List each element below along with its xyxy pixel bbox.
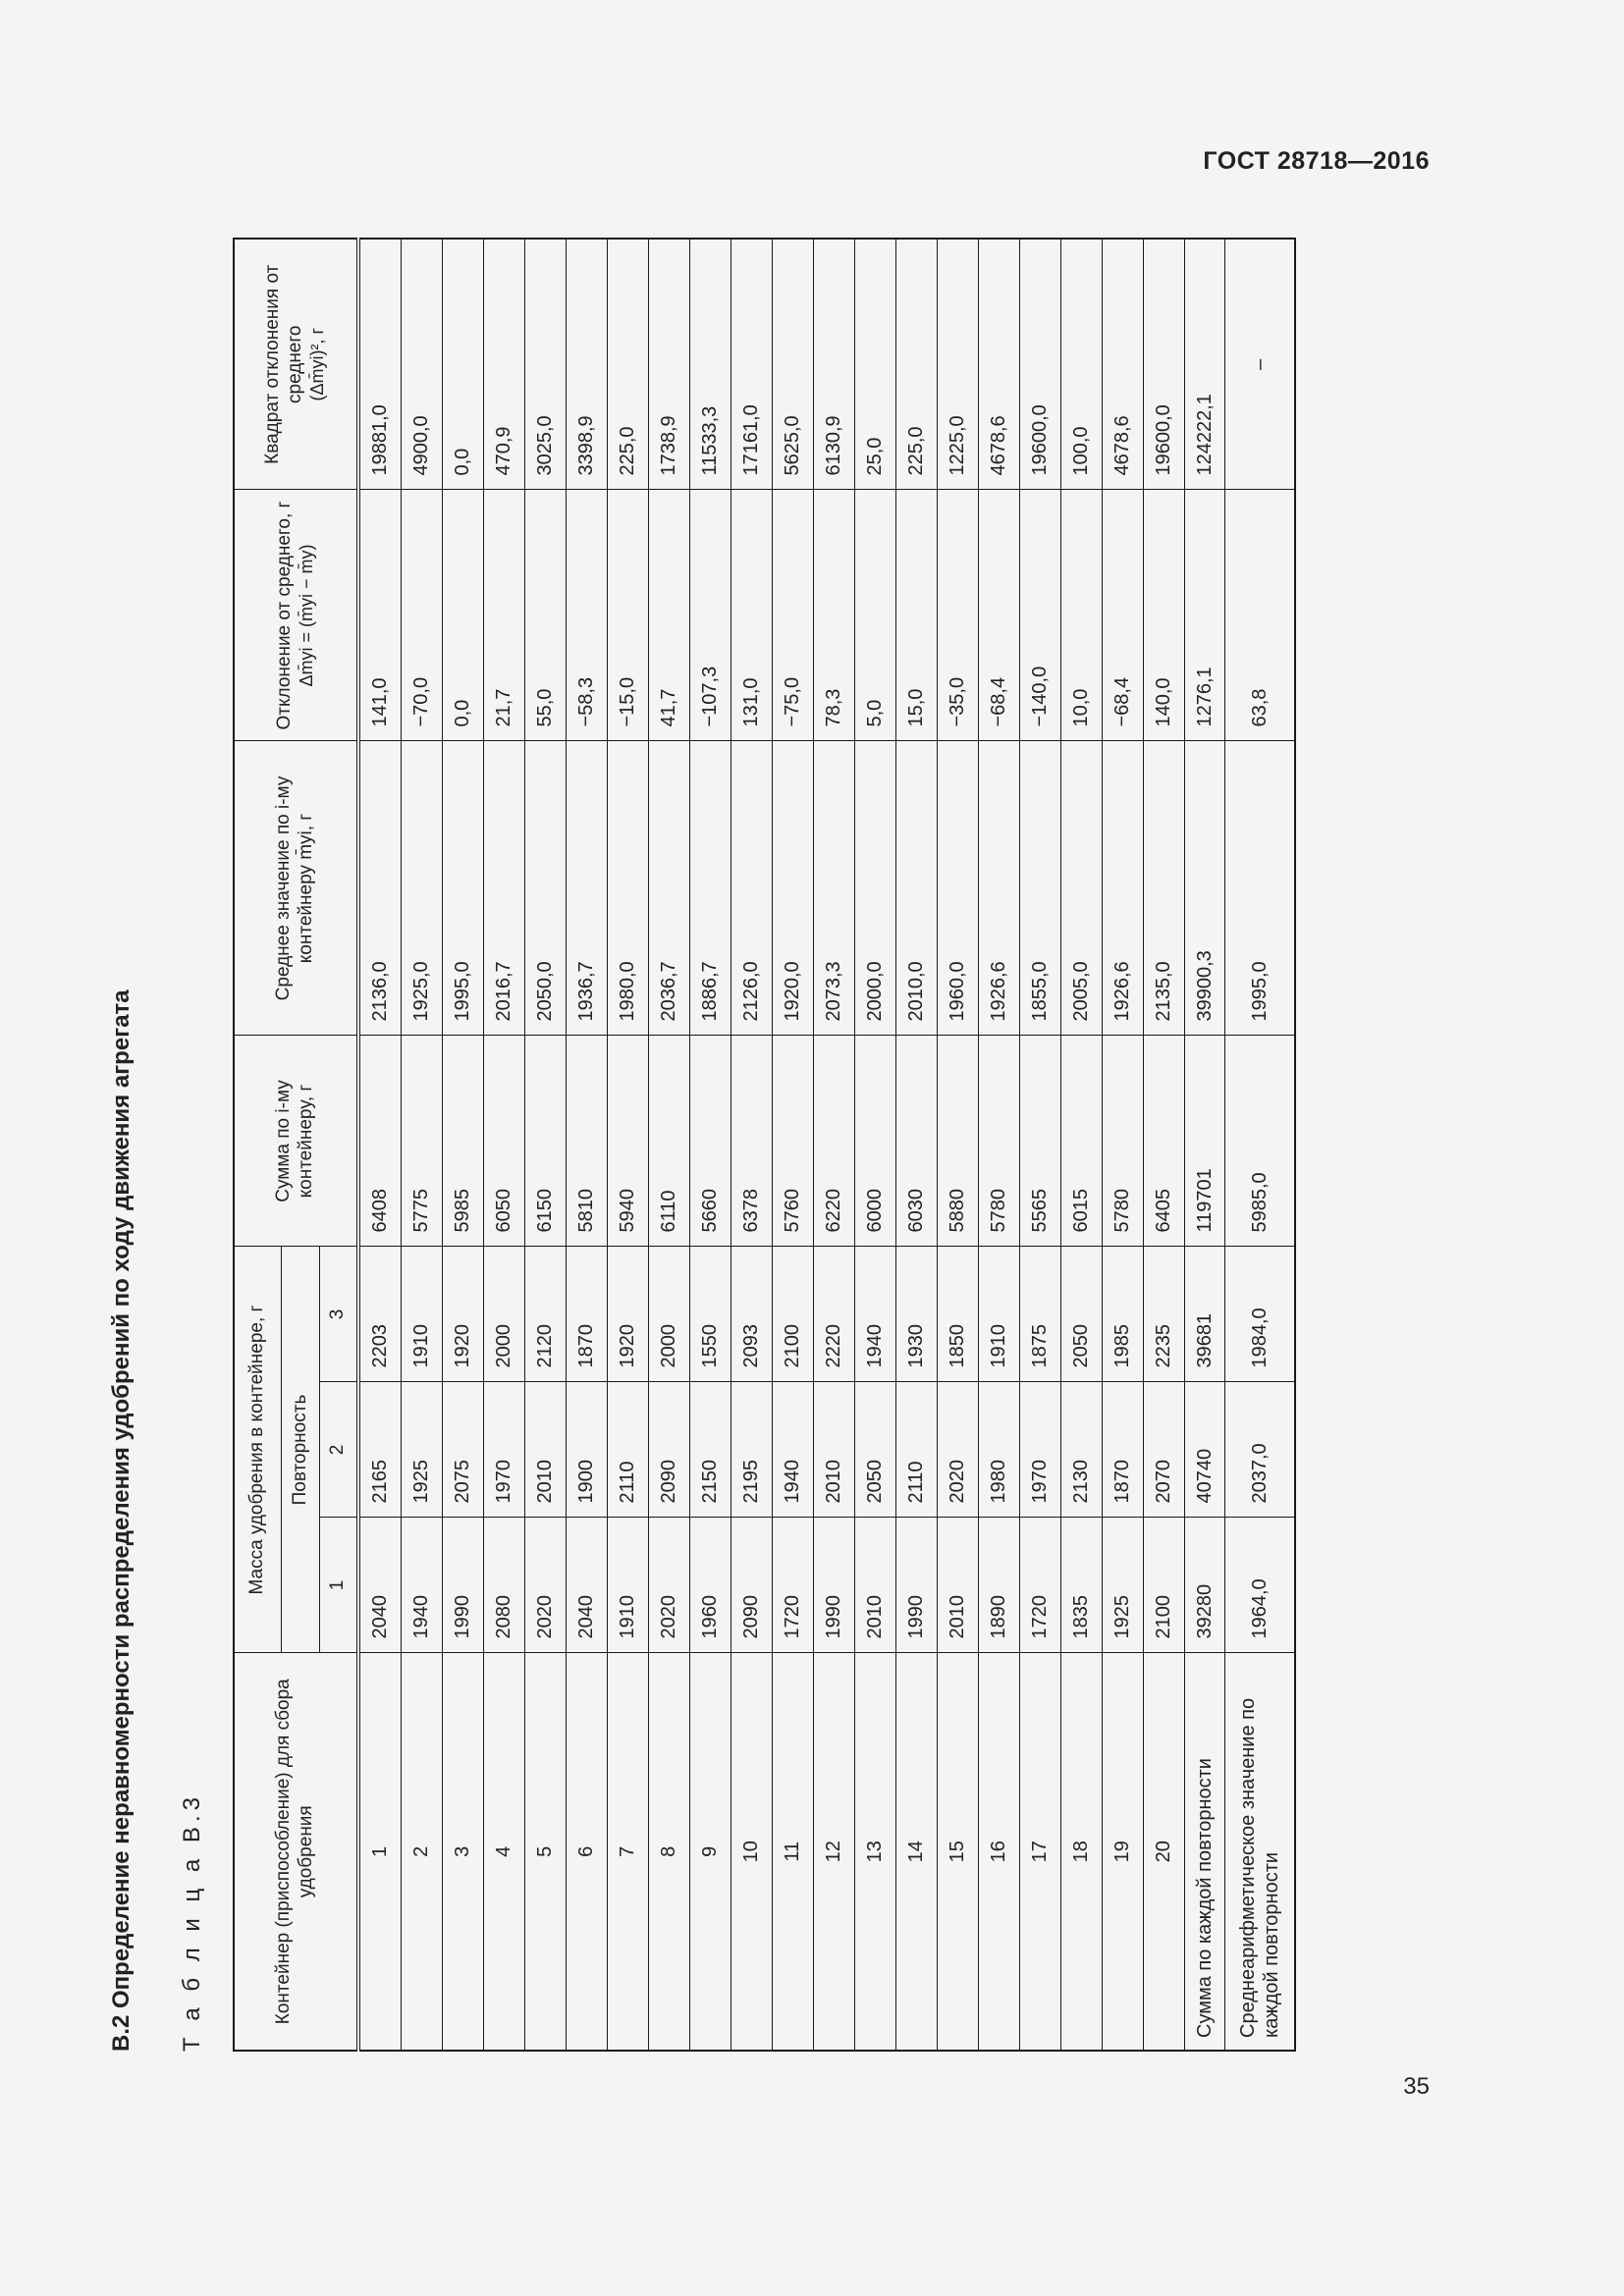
cell-container: 3 (443, 1653, 484, 2051)
header-deviation-formula: Δm̄yi = (m̄yi − m̄y) (296, 544, 316, 687)
cell-rep1: 2010 (938, 1518, 979, 1653)
cell-rep3: 1875 (1020, 1247, 1061, 1382)
header-square (234, 239, 358, 490)
cell-rep1: 1720 (1020, 1518, 1061, 1653)
cell-rep1: 2010 (855, 1518, 896, 1653)
cell-rep2: 2165 (358, 1382, 402, 1518)
cell-rep3: 1550 (690, 1247, 731, 1382)
cell-rep1: 2090 (731, 1518, 773, 1653)
cell-mean: 2073,3 (814, 741, 855, 1036)
cell-sum: 6110 (649, 1036, 690, 1247)
cell-square: 11533,3 (690, 239, 731, 490)
cell-rep2: 2010 (814, 1382, 855, 1518)
cell-square: 6130,9 (814, 239, 855, 490)
cell-rep3: 1984,0 (1225, 1247, 1296, 1382)
cell-deviation: −68,4 (1103, 490, 1144, 741)
cell-rep2: 2090 (649, 1382, 690, 1518)
cell-deviation: 63,8 (1225, 490, 1296, 741)
cell-square: 100,0 (1061, 239, 1103, 490)
cell-mean: 1926,6 (979, 741, 1020, 1036)
cell-square: 25,0 (855, 239, 896, 490)
cell-sum: 5760 (773, 1036, 814, 1247)
cell-rep2: 2037,0 (1225, 1382, 1296, 1518)
cell-rep2: 2110 (896, 1382, 938, 1518)
cell-rep1: 2040 (567, 1518, 608, 1653)
row-label: Сумма по каждой повторности (1185, 1653, 1225, 2051)
cell-deviation: 78,3 (814, 490, 855, 741)
cell-deviation: 131,0 (731, 490, 773, 741)
header-mean: Среднее значение по i-му контейнеру m̄yi, г (234, 741, 358, 1036)
cell-rep3: 2235 (1144, 1247, 1185, 1382)
cell-rep3: 1920 (608, 1247, 649, 1382)
cell-mean: 1936,7 (567, 741, 608, 1036)
cell-sum: 5880 (938, 1036, 979, 1247)
cell-deviation: 5,0 (855, 490, 896, 741)
cell-sum: 6000 (855, 1036, 896, 1247)
cell-mean: 2016,7 (484, 741, 525, 1036)
cell-mean: 1995,0 (443, 741, 484, 1036)
cell-rep1: 1990 (443, 1518, 484, 1653)
cell-rep3: 1920 (443, 1247, 484, 1382)
cell-rep1: 1720 (773, 1518, 814, 1653)
cell-rep1: 1940 (402, 1518, 443, 1653)
cell-sum: 5775 (402, 1036, 443, 1247)
cell-container: 15 (938, 1653, 979, 2051)
cell-sum: 5985,0 (1225, 1036, 1296, 1247)
cell-sum: 6408 (358, 1036, 402, 1247)
cell-square: 470,9 (484, 239, 525, 490)
cell-square: 3025,0 (525, 239, 567, 490)
cell-rep3: 2000 (484, 1247, 525, 1382)
cell-mean: 1960,0 (938, 741, 979, 1036)
cell-rep3: 2220 (814, 1247, 855, 1382)
cell-rep2: 40740 (1185, 1382, 1225, 1518)
cell-rep2: 1970 (1020, 1382, 1061, 1518)
cell-deviation: −15,0 (608, 490, 649, 741)
cell-rep2: 2070 (1144, 1382, 1185, 1518)
cell-rep1: 1910 (608, 1518, 649, 1653)
cell-deviation: −75,0 (773, 490, 814, 741)
table-row (443, 239, 484, 2051)
cell-square: 225,0 (608, 239, 649, 490)
header-rep-2: 2 (320, 1382, 359, 1518)
cell-sum: 6405 (1144, 1036, 1185, 1247)
header-square-formula: (Δm̄yi)², г (307, 327, 327, 401)
cell-square: 0,0 (443, 239, 484, 490)
table-row (1020, 239, 1061, 2051)
data-table (233, 238, 1296, 2052)
cell-deviation: 21,7 (484, 490, 525, 741)
cell-rep3: 2203 (358, 1247, 402, 1382)
cell-square: 5625,0 (773, 239, 814, 490)
document-code: ГОСТ 28718—2016 (1203, 147, 1430, 175)
cell-deviation: 41,7 (649, 490, 690, 741)
cell-rep1: 1960 (690, 1518, 731, 1653)
cell-deviation: −35,0 (938, 490, 979, 741)
header-mass-group: Масса удобрения в контейнере, г (234, 1247, 282, 1653)
cell-rep2: 2075 (443, 1382, 484, 1518)
cell-container: 16 (979, 1653, 1020, 2051)
cell-container: 20 (1144, 1653, 1185, 2051)
cell-rep2: 1970 (484, 1382, 525, 1518)
cell-rep2: 1900 (567, 1382, 608, 1518)
table-row (1103, 239, 1144, 2051)
cell-mean: 2136,0 (358, 741, 402, 1036)
cell-mean: 1926,6 (1103, 741, 1144, 1036)
cell-rep1: 1990 (814, 1518, 855, 1653)
cell-container: 18 (1061, 1653, 1103, 2051)
cell-container: 14 (896, 1653, 938, 2051)
cell-sum: 6050 (484, 1036, 525, 1247)
cell-rep1: 39280 (1185, 1518, 1225, 1653)
cell-mean: 1886,7 (690, 741, 731, 1036)
header-sum: Сумма по i-му контейнеру, г (234, 1036, 358, 1247)
header-deviation-text: Отклонение от среднего, г (273, 501, 295, 730)
cell-square: 124222,1 (1185, 239, 1225, 490)
table-row (567, 239, 608, 2051)
cell-deviation: −70,0 (402, 490, 443, 741)
cell-mean: 1995,0 (1225, 741, 1296, 1036)
avg-row (1225, 239, 1296, 2051)
header-rep-1: 1 (320, 1518, 359, 1653)
cell-rep2: 2110 (608, 1382, 649, 1518)
cell-rep2: 2195 (731, 1382, 773, 1518)
table-row (484, 239, 525, 2051)
cell-rep3: 2093 (731, 1247, 773, 1382)
cell-rep3: 1940 (855, 1247, 896, 1382)
cell-container: 19 (1103, 1653, 1144, 2051)
cell-deviation: 141,0 (358, 490, 402, 741)
cell-deviation: −58,3 (567, 490, 608, 741)
cell-rep1: 1964,0 (1225, 1518, 1296, 1653)
cell-sum: 6150 (525, 1036, 567, 1247)
cell-sum: 5780 (1103, 1036, 1144, 1247)
cell-square: 1225,0 (938, 239, 979, 490)
cell-rep2: 1870 (1103, 1382, 1144, 1518)
rotated-content (108, 226, 1282, 2052)
cell-mean: 2005,0 (1061, 741, 1103, 1036)
cell-sum: 5985 (443, 1036, 484, 1247)
cell-rep2: 2020 (938, 1382, 979, 1518)
cell-rep3: 2120 (525, 1247, 567, 1382)
cell-rep1: 2100 (1144, 1518, 1185, 1653)
header-container: Контейнер (приспособление) для сбора удобрения (234, 1653, 358, 2051)
cell-mean: 1855,0 (1020, 741, 1061, 1036)
cell-square: 4900,0 (402, 239, 443, 490)
cell-mean: 1980,0 (608, 741, 649, 1036)
cell-container: 4 (484, 1653, 525, 2051)
table-row (402, 239, 443, 2051)
cell-square: 225,0 (896, 239, 938, 490)
cell-square: 17161,0 (731, 239, 773, 490)
cell-sum: 5780 (979, 1036, 1020, 1247)
cell-mean: 1925,0 (402, 741, 443, 1036)
cell-square: 19600,0 (1144, 239, 1185, 490)
cell-rep3: 2100 (773, 1247, 814, 1382)
cell-sum: 6015 (1061, 1036, 1103, 1247)
cell-mean: 2050,0 (525, 741, 567, 1036)
cell-rep3: 1910 (402, 1247, 443, 1382)
cell-container: 7 (608, 1653, 649, 2051)
cell-sum: 5660 (690, 1036, 731, 1247)
row-label: Среднеарифметическое значение по каждой повторности (1225, 1653, 1296, 2051)
cell-deviation: −140,0 (1020, 490, 1061, 741)
cell-sum: 6378 (731, 1036, 773, 1247)
header-repeat: Повторность (282, 1247, 320, 1653)
cell-rep2: 1940 (773, 1382, 814, 1518)
cell-deviation: 10,0 (1061, 490, 1103, 741)
cell-container: 17 (1020, 1653, 1061, 2051)
cell-container: 6 (567, 1653, 608, 2051)
cell-sum: 5565 (1020, 1036, 1061, 1247)
table-row (938, 239, 979, 2051)
table-row (814, 239, 855, 2051)
cell-rep1: 2080 (484, 1518, 525, 1653)
cell-rep1: 1990 (896, 1518, 938, 1653)
cell-container: 8 (649, 1653, 690, 2051)
cell-rep1: 2020 (649, 1518, 690, 1653)
table-row (358, 239, 402, 2051)
cell-mean: 2135,0 (1144, 741, 1185, 1036)
cell-mean: 2000,0 (855, 741, 896, 1036)
cell-rep2: 2130 (1061, 1382, 1103, 1518)
table-row (773, 239, 814, 2051)
cell-rep3: 2000 (649, 1247, 690, 1382)
table-row (896, 239, 938, 2051)
table-row (649, 239, 690, 2051)
table-row (525, 239, 567, 2051)
cell-sum: 6220 (814, 1036, 855, 1247)
header-rep-3: 3 (320, 1247, 359, 1382)
cell-rep2: 2010 (525, 1382, 567, 1518)
cell-rep1: 2040 (358, 1518, 402, 1653)
cell-deviation: 140,0 (1144, 490, 1185, 741)
cell-deviation: −68,4 (979, 490, 1020, 741)
cell-rep1: 1890 (979, 1518, 1020, 1653)
cell-rep1: 2020 (525, 1518, 567, 1653)
cell-deviation: 0,0 (443, 490, 484, 741)
cell-sum: 5810 (567, 1036, 608, 1247)
table-row (608, 239, 649, 2051)
cell-mean: 2010,0 (896, 741, 938, 1036)
cell-container: 2 (402, 1653, 443, 2051)
cell-rep2: 1925 (402, 1382, 443, 1518)
cell-deviation: 1276,1 (1185, 490, 1225, 741)
table-caption: Т а б л и ц а В.3 (179, 1792, 205, 2052)
cell-rep2: 2050 (855, 1382, 896, 1518)
cell-container: 5 (525, 1653, 567, 2051)
table-row (690, 239, 731, 2051)
table-row (979, 239, 1020, 2051)
cell-square: 19881,0 (358, 239, 402, 490)
cell-container: 12 (814, 1653, 855, 2051)
cell-container: 9 (690, 1653, 731, 2051)
cell-container: 13 (855, 1653, 896, 2051)
cell-rep3: 1910 (979, 1247, 1020, 1382)
cell-rep3: 1930 (896, 1247, 938, 1382)
cell-rep3: 39681 (1185, 1247, 1225, 1382)
table-row (1061, 239, 1103, 2051)
cell-rep3: 1850 (938, 1247, 979, 1382)
cell-mean: 1920,0 (773, 741, 814, 1036)
cell-deviation: −107,3 (690, 490, 731, 741)
cell-mean: 2126,0 (731, 741, 773, 1036)
cell-square: 1738,9 (649, 239, 690, 490)
header-deviation (234, 490, 358, 741)
cell-rep1: 1925 (1103, 1518, 1144, 1653)
cell-rep3: 1870 (567, 1247, 608, 1382)
cell-square: 4678,6 (1103, 239, 1144, 490)
sum-row (1185, 239, 1225, 2051)
cell-square: – (1225, 239, 1296, 490)
cell-deviation: 15,0 (896, 490, 938, 741)
cell-container: 11 (773, 1653, 814, 2051)
cell-rep1: 1835 (1061, 1518, 1103, 1653)
cell-square: 3398,9 (567, 239, 608, 490)
cell-square: 19600,0 (1020, 239, 1061, 490)
cell-mean: 2036,7 (649, 741, 690, 1036)
cell-sum: 6030 (896, 1036, 938, 1247)
cell-mean: 39900,3 (1185, 741, 1225, 1036)
cell-rep2: 2150 (690, 1382, 731, 1518)
cell-rep3: 1985 (1103, 1247, 1144, 1382)
cell-rep2: 1980 (979, 1382, 1020, 1518)
table-header (234, 239, 358, 2051)
cell-sum: 119701 (1185, 1036, 1225, 1247)
header-square-text: Квадрат отклонения от среднего (262, 264, 306, 464)
table-body (358, 239, 1295, 2051)
cell-square: 4678,6 (979, 239, 1020, 490)
cell-container: 10 (731, 1653, 773, 2051)
table-row (1144, 239, 1185, 2051)
cell-deviation: 55,0 (525, 490, 567, 741)
page-number: 35 (1403, 2073, 1430, 2100)
cell-rep3: 2050 (1061, 1247, 1103, 1382)
cell-sum: 5940 (608, 1036, 649, 1247)
section-title: В.2 Определение неравномерности распределения удобрений по ходу движения агрегата (108, 989, 135, 2052)
table-row (855, 239, 896, 2051)
cell-container: 1 (358, 1653, 402, 2051)
table-row (731, 239, 773, 2051)
